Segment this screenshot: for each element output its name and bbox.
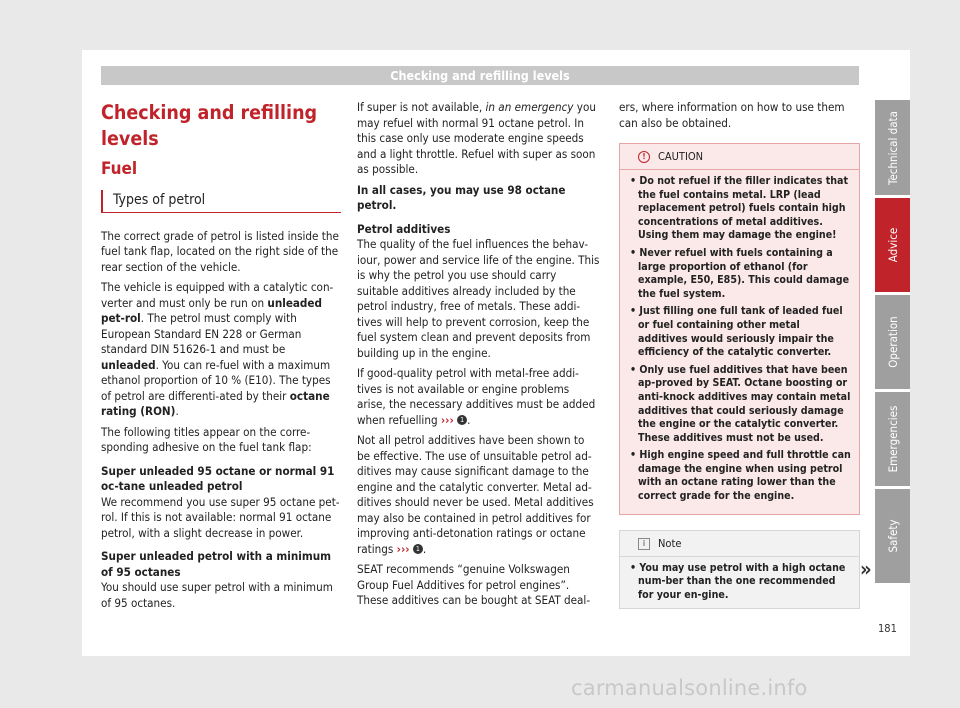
note-body — [620, 557, 859, 609]
tab-emergencies[interactable]: Emergencies — [875, 392, 910, 486]
paragraph: In all cases, you may use 98 octane petrol. — [357, 182, 566, 212]
column-1 — [101, 100, 341, 616]
column-2 — [357, 100, 600, 614]
paragraph: ers, where information on how to use them can also be obtained. — [619, 100, 845, 130]
paragraph: Not all petrol additives have been shown to be effective. The use of unsuitable petrol ad-ditives may cause significant damage to the engine and the catalytic converter. Metal ad-ditives should never be used. Metal additives may also be contained in petrol additives for improving anti-detonation ratings or octane ratings ››› 1 . — [357, 433, 594, 556]
caution-box — [619, 143, 860, 515]
paragraph: If good-quality petrol with metal-free addi-tives is not available or engine problems arise, the necessary additives must be added when refuelling ››› 1 . — [357, 366, 596, 427]
tab-safety[interactable]: Safety — [875, 489, 910, 583]
note-item: • You may use petrol with a high octane num-ber than the one recommended for your en-gine. — [630, 561, 846, 601]
caution-item: • Just filling one full tank of leaded fuel or fuel containing other metal additives would seriously impair the efficiency of the catalytic converter. — [630, 305, 843, 359]
paragraph: The quality of the fuel influences the behav-iour, power and service life of the engine. This is why the petrol you use should carry suitable additives already included by the petrol industry, free of metals. These addi-tives will help to prevent corrosion, keep the fuel system clean and prevent deposits from building up in the engine. — [357, 237, 600, 360]
paragraph: The following titles appear on the corre-sponding adhesive on the fuel tank flap: — [101, 424, 312, 454]
subheading: Petrol additives — [357, 221, 451, 236]
caution-header — [620, 144, 859, 170]
paragraph: SEAT recommends “genuine Volkswagen Group Fuel Additives for petrol engines”. These additives can be bought at SEAT deal- — [357, 562, 591, 607]
paragraph: The correct grade of petrol is listed inside the fuel tank flap, located on the right side of the rear section of the vehicle. — [101, 228, 339, 274]
paragraph: We recommend you use super 95 octane pet-rol. If this is not available: normal 91 octane petrol, with a slight decrease in power. — [101, 494, 340, 540]
note-box — [619, 530, 860, 610]
page-header: Checking and refilling levels — [101, 66, 859, 85]
warning-ref-icon: 1 — [457, 415, 467, 425]
caution-item: • Never refuel with fuels containing a large proportion of ethanol (for example, E50, E85). This could damage the fuel system. — [630, 246, 850, 300]
page-number: 181 — [878, 622, 897, 635]
exclamation-icon: ! — [638, 151, 650, 163]
note-label: Note — [658, 536, 682, 550]
info-icon: i — [638, 538, 650, 550]
chapter-title: Checking and refilling levels — [101, 101, 318, 150]
subheading: Super unleaded 95 octane or normal 91 oc-tane unleaded petrol — [101, 463, 335, 493]
paragraph: If super is not available, in an emergency you may refuel with normal 91 octane petrol. In this case only use moderate engine speeds and a light throttle. Refuel with super as soon as possible. — [357, 100, 596, 176]
caution-body — [620, 170, 859, 514]
caution-item: • Do not refuel if the filler indicates that the fuel contains metal. LRP (lead replacement petrol) fuels contain high concentrations of metal additives. Using them may damage the engine! — [630, 175, 849, 242]
continue-arrow-icon: » — [860, 557, 872, 581]
tab-advice[interactable]: Advice — [875, 198, 910, 292]
reference-arrow[interactable]: ››› — [440, 412, 454, 427]
reference-arrow[interactable]: ››› — [396, 541, 410, 556]
section-title: Fuel — [101, 159, 138, 179]
paragraph: The vehicle is equipped with a catalytic con-verter and must only be run on unleaded pet-rol. The petrol must comply with European Standard EN 228 or German standard DIN 51626-1 and must be unleaded. You can re-fuel with a maximum ethanol proportion of 10 % (E10). The types of petrol are differenti-ated by their octane rating (RON). — [101, 280, 334, 418]
warning-ref-icon: 1 — [413, 544, 423, 554]
caution-item: • High engine speed and full throttle can damage the engine when using petrol with an octane rating lower than the correct grade for the engine. — [630, 449, 851, 503]
subheading: Super unleaded petrol with a minimum of 95 octanes — [101, 549, 332, 579]
tab-operation[interactable]: Operation — [875, 295, 910, 389]
watermark-logo: carmanualsonline.info — [571, 676, 808, 700]
note-header — [620, 531, 859, 557]
subsection-title: Types of petrol — [101, 190, 341, 213]
caution-item: • Only use fuel additives that have been ap-proved by SEAT. Octane boosting or anti-knock additives may contain metal additives that could seriously damage the engine or the catalytic converter. These additives must not be used. — [630, 363, 851, 444]
paragraph: You should use super petrol with a minimum of 95 octanes. — [101, 580, 333, 610]
caution-label: CAUTION — [658, 150, 704, 163]
tab-technical-data[interactable]: Technical data — [875, 100, 910, 195]
column-3 — [619, 100, 860, 609]
